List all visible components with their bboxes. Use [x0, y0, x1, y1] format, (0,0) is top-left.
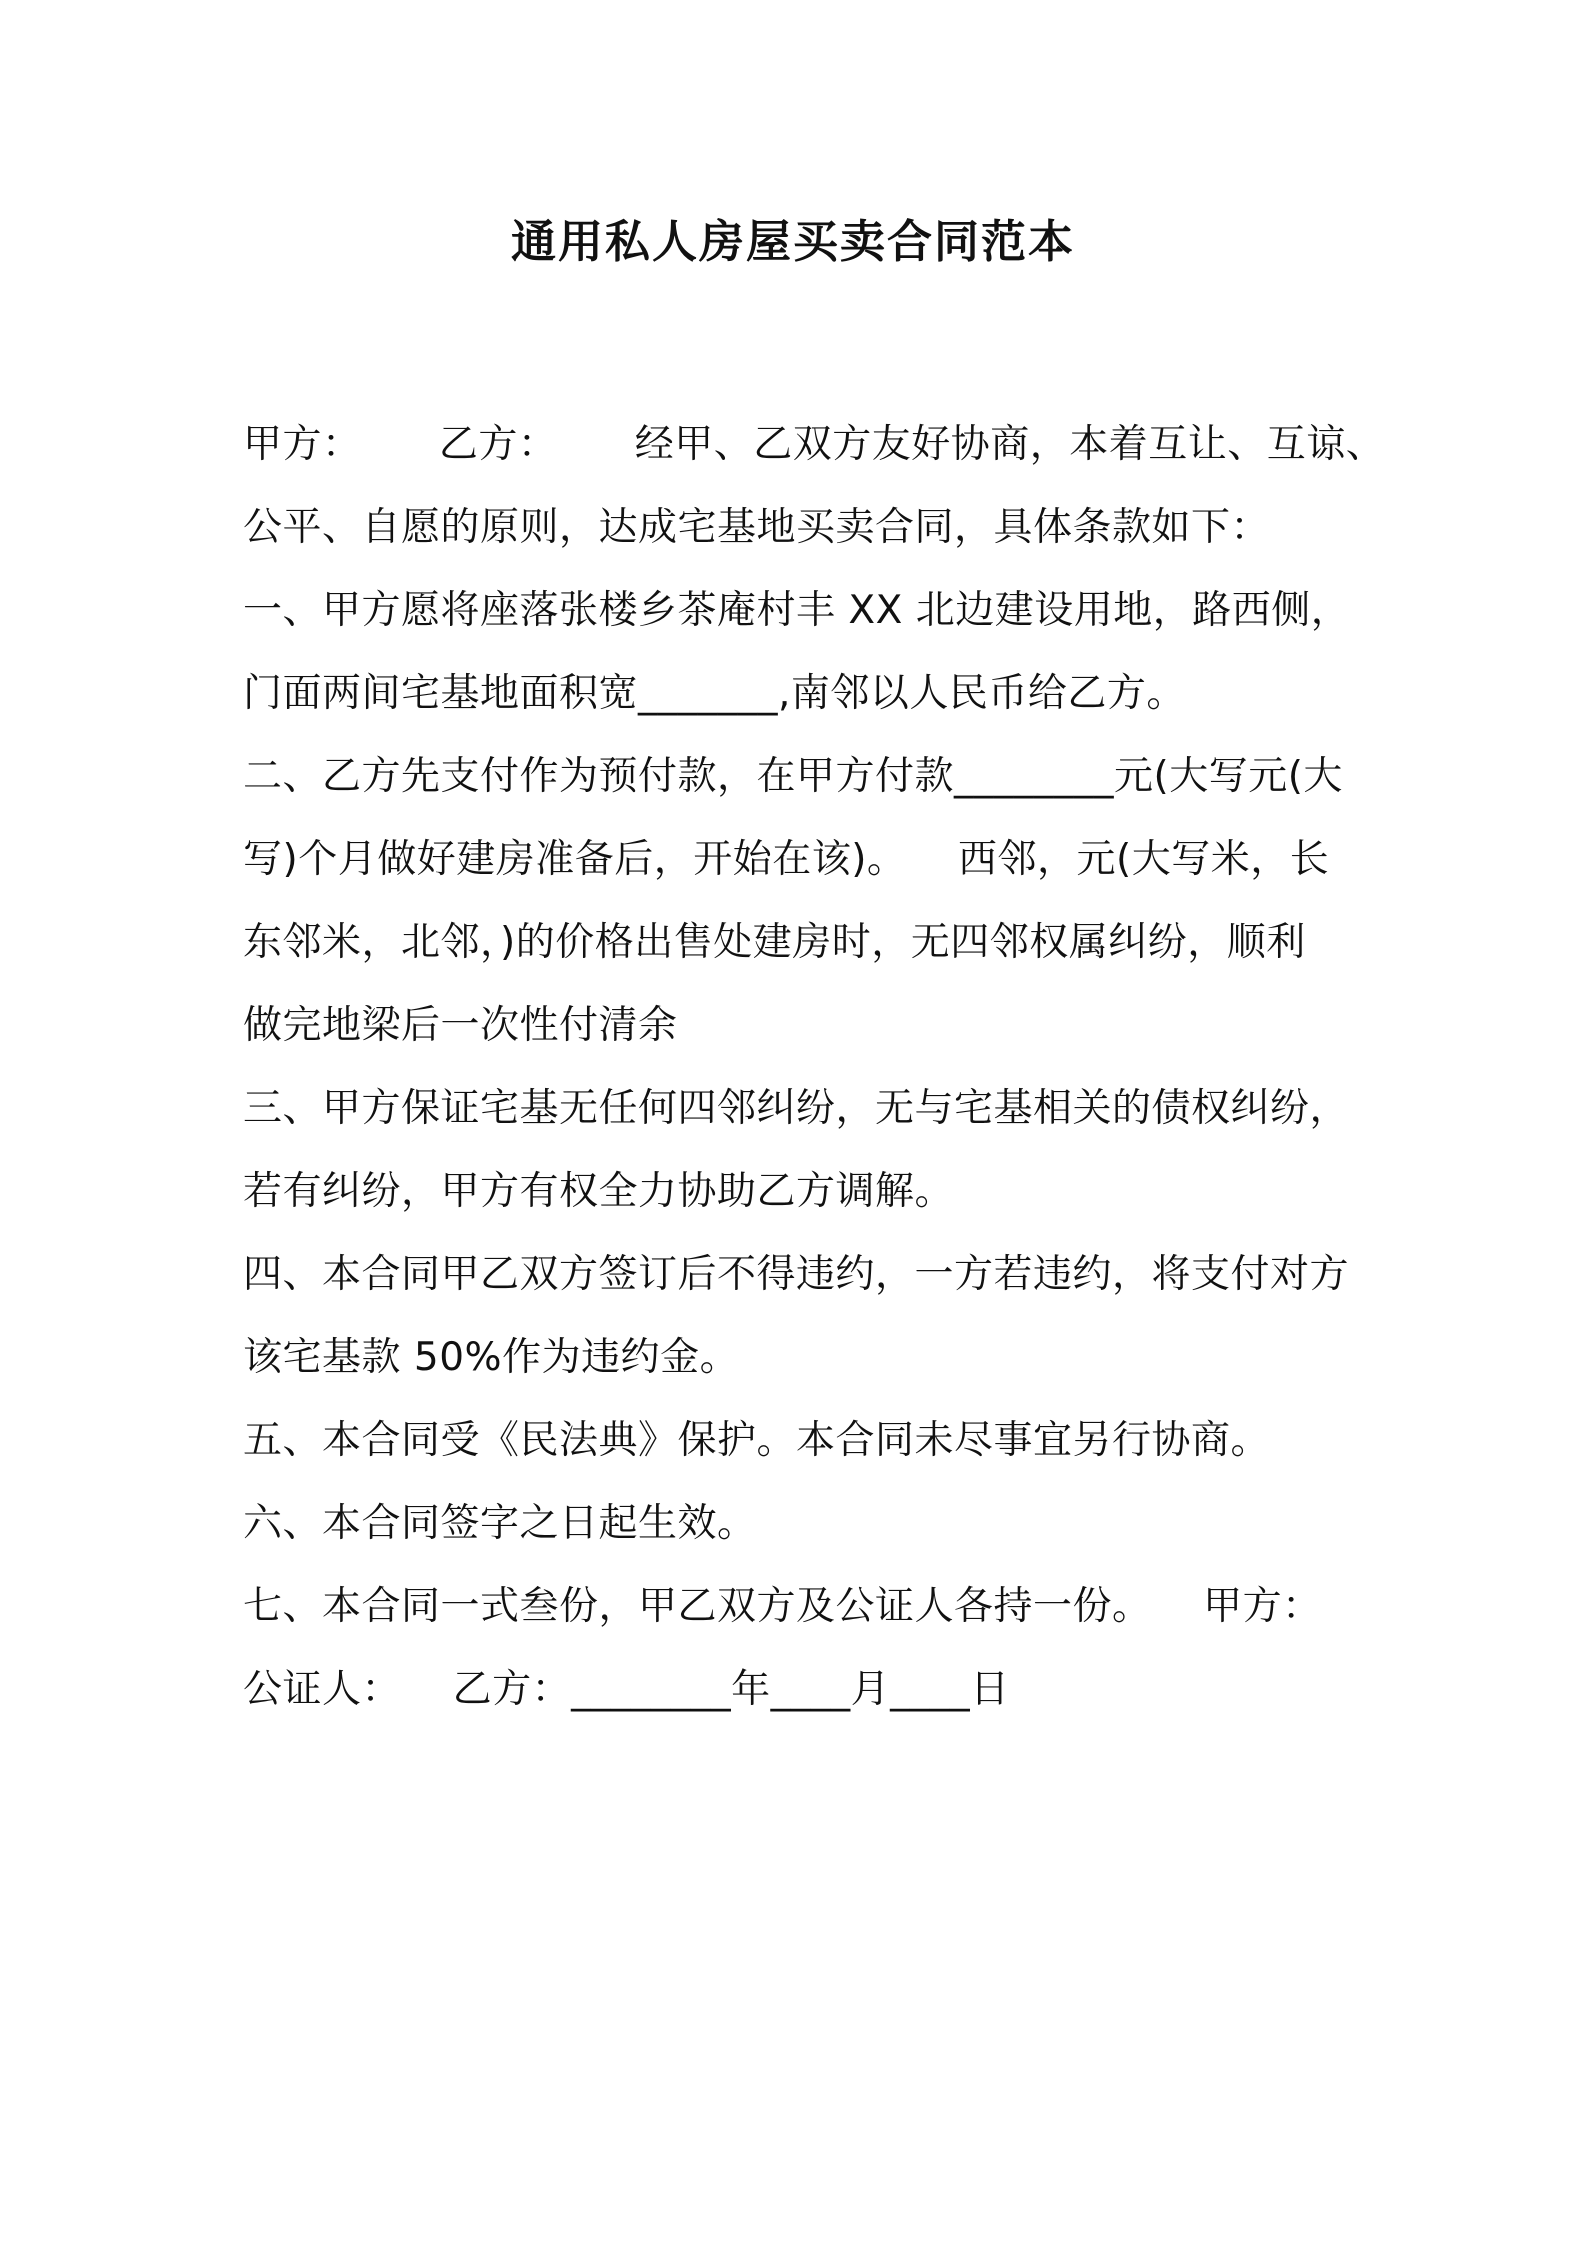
text-line: 公证人： 乙方：________年____月____日 [243, 1667, 1010, 1712]
text-line: 一、甲方愿将座落张楼乡茶庵村丰 XX 北边建设用地，路西侧， [243, 588, 1351, 633]
text-line: 该宅基款 50%作为违约金。 [243, 1335, 740, 1380]
text-line: 四、本合同甲乙双方签订后不得违约，一方若违约，将支付对方 [243, 1252, 1350, 1297]
contract-body [243, 403, 1386, 1731]
text-line: 公平、自愿的原则，达成宅基地买卖合同，具体条款如下： [243, 505, 1271, 550]
text-line: 门面两间宅基地面积宽_______,南邻以人民币给乙方。 [243, 671, 1186, 716]
text-line: 五、本合同受《民法典》保护。本合同未尽事宜另行协商。 [243, 1418, 1271, 1463]
text-line: 写)个月做好建房准备后，开始在该)。 西邻，元(大写米，长 [243, 837, 1330, 882]
text-line: 六、本合同签字之日起生效。 [243, 1501, 757, 1546]
text-line: 东邻米，北邻，)的价格出售处建房时，无四邻权属纠纷，顺利 [243, 920, 1306, 965]
text-line: 二、乙方先支付作为预付款，在甲方付款________元(大写元(大 [243, 754, 1343, 799]
text-line: 甲方： 乙方： 经甲、乙双方友好协商，本着互让、互谅、 [243, 422, 1386, 467]
text-line: 三、甲方保证宅基无任何四邻纠纷，无与宅基相关的债权纠纷， [243, 1086, 1350, 1131]
text-line: 做完地梁后一次性付清余 [243, 1003, 678, 1048]
document-title: 通用私人房屋买卖合同范本 [510, 215, 1075, 268]
text-line: 若有纠纷，甲方有权全力协助乙方调解。 [243, 1169, 955, 1214]
text-line: 七、本合同一式叁份，甲乙双方及公证人各持一份。 甲方： [243, 1584, 1322, 1629]
